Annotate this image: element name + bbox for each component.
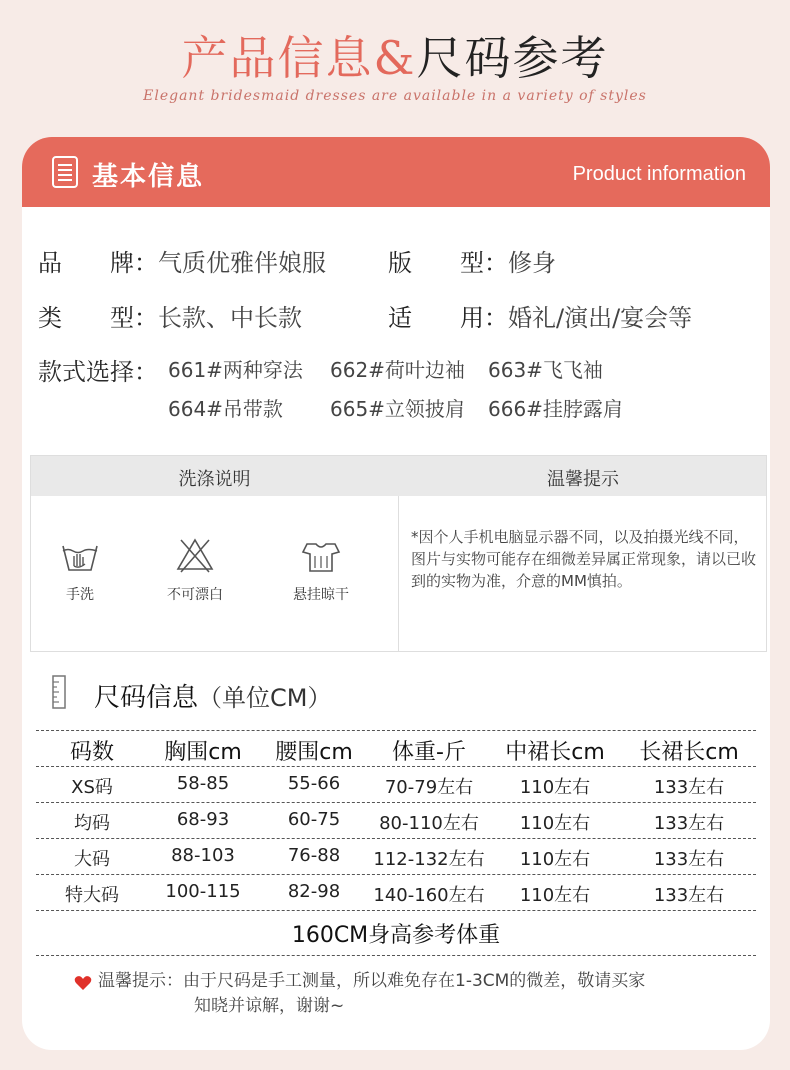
table-cell: 88-103 xyxy=(171,845,235,866)
table-cell: 133左右 xyxy=(653,849,725,870)
brand-value: 气质优雅伴娘服 xyxy=(158,249,326,277)
warm-tip-note xyxy=(78,969,645,1019)
table-header-row xyxy=(36,731,756,766)
column-header: 码数 xyxy=(69,740,114,765)
table-cell: 58-85 xyxy=(176,773,230,794)
table-cell: 100-115 xyxy=(165,881,241,902)
table-divider xyxy=(36,955,756,956)
table-row xyxy=(36,875,756,910)
use-label: 适 用： xyxy=(388,304,508,332)
column-header: 中裙长cm xyxy=(505,740,605,765)
style-option: 662#荷叶边袖 xyxy=(330,358,465,382)
page-title xyxy=(0,22,790,88)
table-cell: 大码 xyxy=(74,849,110,870)
title-part-size-ref: 尺码参考 xyxy=(416,31,609,85)
column-header: 体重-斤 xyxy=(392,740,466,765)
care-item-no-bleach xyxy=(155,536,235,604)
tip-text: *因个人手机电脑显示器不同，以及拍摄光线不同，图片与实物可能存在细微差异属正常现象，请以已收到的实物为准，介意的MM慎拍。 xyxy=(411,528,757,590)
brand-label: 品 牌： xyxy=(38,249,158,277)
basic-info-title: 基本信息 xyxy=(92,162,205,192)
care-box xyxy=(30,455,767,652)
style-option: 661#两种穿法 xyxy=(168,358,303,382)
table-cell: 60-75 xyxy=(287,809,341,830)
style-option: 665#立领披肩 xyxy=(330,397,465,421)
note-line: 知晓并谅解，谢谢~ xyxy=(194,996,345,1016)
table-cell: 112-132左右 xyxy=(373,849,485,870)
column-header: 腰围cm xyxy=(275,740,353,765)
ruler-icon xyxy=(50,675,68,709)
type-row xyxy=(38,298,302,333)
document-icon xyxy=(52,156,78,188)
use-row xyxy=(388,298,692,333)
type-value: 长款、中长款 xyxy=(158,304,302,332)
hand-wash-icon xyxy=(60,540,100,574)
table-cell: 80-110左右 xyxy=(379,813,479,834)
style-option: 664#吊带款 xyxy=(168,397,283,421)
table-cell: 76-88 xyxy=(287,845,341,866)
size-table xyxy=(36,730,756,956)
table-cell: 110左右 xyxy=(519,777,591,798)
table-cell: 70-79左右 xyxy=(384,777,474,798)
note-line: 温馨提示：由于尺码是手工测量，所以难免存在1-3CM的微差，敬请买家 xyxy=(98,971,646,991)
table-cell: 均码 xyxy=(74,813,110,834)
size-title-text: 尺码信息 xyxy=(94,683,199,713)
table-cell: 110左右 xyxy=(519,849,591,870)
column-header: 胸围cm xyxy=(164,740,242,765)
fit-label: 版 型： xyxy=(388,249,508,277)
fit-value: 修身 xyxy=(508,249,556,277)
care-label: 悬挂晾干 xyxy=(293,587,349,603)
table-cell: 133左右 xyxy=(653,885,725,906)
table-cell: XS码 xyxy=(71,777,113,798)
table-row xyxy=(36,803,756,838)
care-label: 不可漂白 xyxy=(167,587,223,603)
reference-row xyxy=(36,911,756,955)
table-cell: 110左右 xyxy=(519,813,591,834)
info-card xyxy=(22,137,770,1050)
table-row xyxy=(36,839,756,874)
brand-row xyxy=(38,243,326,278)
title-part-product-info: 产品信息 xyxy=(181,31,374,85)
wash-header: 洗涤说明 xyxy=(178,469,251,490)
hang-dry-icon xyxy=(301,540,341,574)
use-value: 婚礼/演出/宴会等 xyxy=(508,304,693,332)
basic-info-title-en: Product information xyxy=(572,163,746,185)
script-subtitle: Elegant bridesmaid dresses are available in a variety of styles xyxy=(143,88,647,104)
table-cell: 82-98 xyxy=(287,881,341,902)
care-label: 手洗 xyxy=(66,587,94,603)
table-cell: 133左右 xyxy=(653,777,725,798)
basic-info-header xyxy=(22,137,770,207)
fit-row xyxy=(388,243,556,278)
tip-header: 温馨提示 xyxy=(547,469,619,490)
column-header: 长裙长cm xyxy=(639,740,739,765)
size-unit: （单位CM） xyxy=(198,684,332,712)
table-cell: 特大码 xyxy=(65,885,119,906)
table-cell: 133左右 xyxy=(653,813,725,834)
care-header xyxy=(31,456,766,496)
table-cell: 68-93 xyxy=(176,809,230,830)
care-item-hang-dry xyxy=(279,540,363,604)
table-cell: 110左右 xyxy=(519,885,591,906)
style-option: 666#挂脖露肩 xyxy=(488,397,623,421)
style-option: 663#飞飞袖 xyxy=(488,358,603,382)
table-cell: 140-160左右 xyxy=(373,885,485,906)
type-label: 类 型： xyxy=(38,304,158,332)
size-section-title xyxy=(94,677,331,714)
table-cell: 55-66 xyxy=(287,773,341,794)
style-label: 款式选择： xyxy=(38,358,158,386)
reference-text: 160CM身高参考体重 xyxy=(291,923,501,948)
title-ampersand: & xyxy=(373,31,417,85)
table-row xyxy=(36,767,756,802)
care-divider xyxy=(398,496,399,652)
no-bleach-icon xyxy=(175,536,215,574)
care-item-hand-wash xyxy=(45,540,115,604)
